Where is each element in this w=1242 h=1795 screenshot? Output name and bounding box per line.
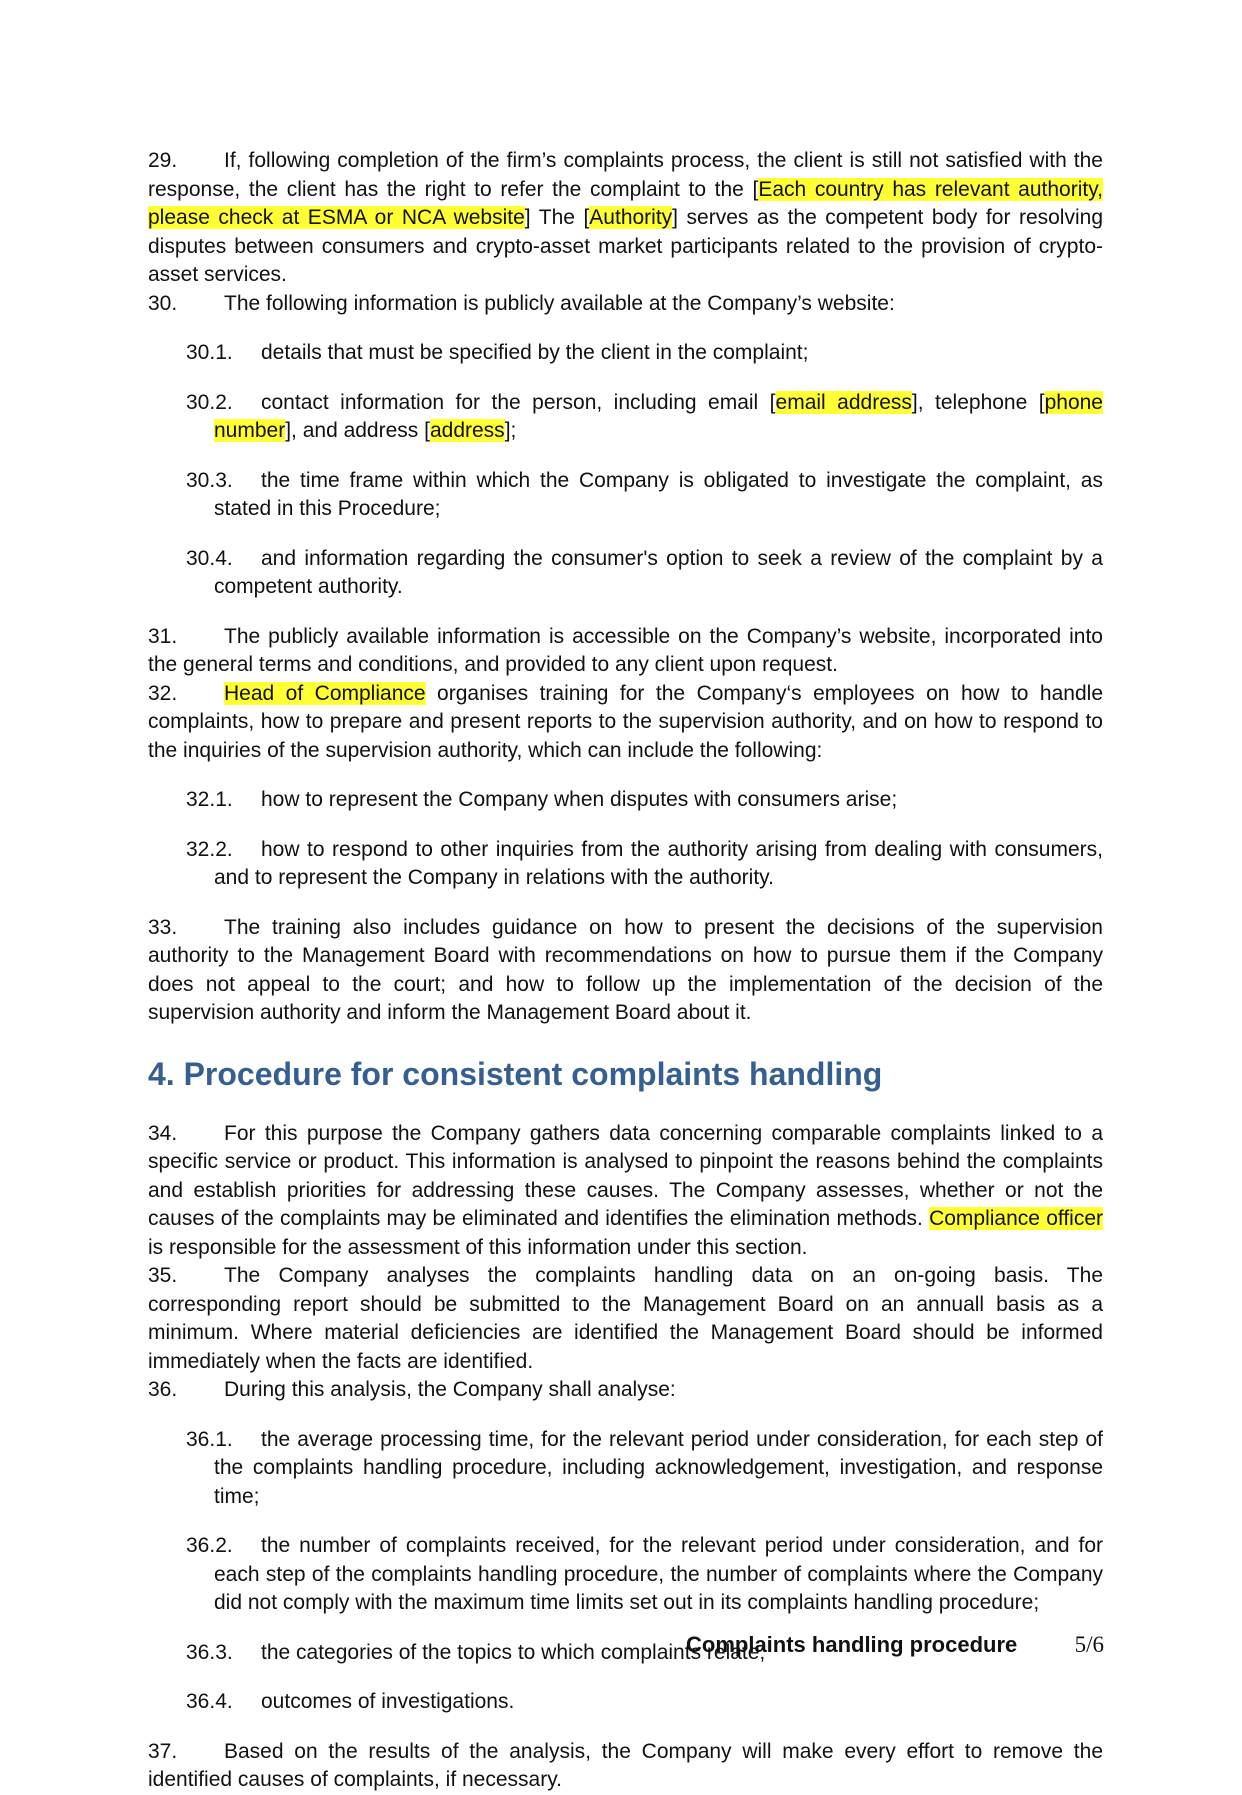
paragraph-number: 29.: [148, 149, 178, 172]
subitem-30-3: 30.3. the time frame within which the Company is obligated to investigate the complaint, as stated in this Procedure;: [186, 468, 1103, 520]
document-body: [148, 147, 1103, 1795]
subitem-32-2: 32.2. how to respond to other inquiries from the authority arising from dealing with consumers, and to represent the Company in relations with the authority.: [186, 837, 1103, 889]
subitem-36-2: 36.2. the number of complaints received, for the relevant period under consideration, and for each step of the complaints handling procedure, the number of complaints where the Company did not comply with the maximum time limits set out in its complaints handling procedure;: [186, 1534, 1103, 1614]
paragraph-number: 36.: [148, 1378, 178, 1401]
paragraph-29: 29. If, following completion of the firm’s complaints process, the client is still not satisfied with the response, the client has the right to refer the complaint to the [Each country has relevant authority, please check at ESMA or NCA website] The [Authority] serves as the competent body for resolving disputes between consumers and crypto-asset market participants related to the provision of crypto-asset services.: [148, 149, 1103, 286]
subitem-32-1: 32.1. how to represent the Company when disputes with consumers arise;: [186, 788, 898, 811]
paragraph-number: 37.: [148, 1739, 178, 1763]
subitem-30-2: 30.2. contact information for the person, including email [email address], telephone [phone number], and address [address];: [186, 390, 1103, 442]
paragraph-36: 36. During this analysis, the Company shall analyse:: [148, 1376, 1103, 1405]
footer-title: Complaints handling procedure: [686, 1632, 1018, 1657]
subitem-36-3: 36.3. the categories of the topics to which complaints relate;: [186, 1640, 766, 1664]
subitem-36-1: 36.1. the average processing time, for the relevant period under consideration, for each step of the complaints handling procedure, including acknowledgement, investigation, and response time;: [186, 1427, 1103, 1508]
paragraph-34: 34. For this purpose the Company gathers data concerning comparable complaints linked to a specific service or product. This information is analysed to pinpoint the reasons behind the complaints and establish priorities for addressing these causes. The Company assesses, whether or not the causes of the complaints may be eliminated and identifies the elimination methods. Compliance officer is responsible for the assessment of this information under this section.: [148, 1121, 1104, 1259]
paragraph-number: 31.: [148, 624, 178, 648]
paragraph-37: 37. Based on the results of the analysis, the Company will make every effort to remove the identified causes of complaints, if necessary.: [148, 1739, 1103, 1791]
highlighted-placeholder: address: [429, 419, 505, 442]
subitem-36-4: 36.4. outcomes of investigations.: [186, 1690, 515, 1713]
subitem-30-4: 30.4. and information regarding the consumer's option to seek a review of the complaint by a competent authority.: [186, 546, 1103, 598]
highlighted-placeholder: Each country has relevant authority, please check at ESMA or NCA website: [148, 177, 1103, 229]
paragraph-number: 33.: [148, 915, 178, 939]
page-number: 5/6: [1074, 1632, 1104, 1657]
highlighted-placeholder: Head of Compliance: [224, 681, 426, 705]
paragraph-33: 33. The training also includes guidance on how to present the decisions of the supervision authority to the Management Board with recommendations on how to pursue them if the Company does not appeal to the court; and how to follow up the implementation of the decision of the supervision authority and inform the Management Board about it.: [148, 915, 1103, 1024]
highlighted-placeholder: Compliance officer: [929, 1207, 1104, 1230]
subitem-30-1: 30.1. details that must be specified by the client in the complaint;: [186, 341, 809, 364]
highlighted-placeholder: email address: [775, 390, 912, 414]
highlighted-placeholder: phone number: [214, 390, 1103, 442]
paragraph-30: 30. The following information is publicly available at the Company’s website:: [148, 290, 1103, 319]
section-heading: 4. Procedure for consistent complaints handling: [148, 1055, 883, 1092]
paragraph-number: 32.: [148, 681, 178, 705]
page-footer: [686, 1632, 1104, 1658]
paragraph-number: 35.: [148, 1264, 178, 1287]
paragraph-number: 34.: [148, 1121, 178, 1145]
paragraph-35: 35. The Company analyses the complaints handling data on an on-going basis. The corresponding report should be submitted to the Management Board on an annuall basis as a minimum. Where material deficiencies are identified the Management Board should be informed immediately when the facts are identified.: [148, 1264, 1103, 1373]
paragraph-31: 31. The publicly available information is accessible on the Company’s website, incorporated into the general terms and conditions, and provided to any client upon request.: [148, 624, 1103, 676]
paragraph-number: 30.: [148, 291, 178, 315]
highlighted-placeholder: Authority: [589, 206, 673, 229]
paragraph-32: 32. Head of Compliance organises training for the Company‘s employees on how to handle complaints, how to prepare and present reports to the supervision authority, and on how to respond to the inquiries of the supervision authority, which can include the following:: [148, 681, 1103, 762]
